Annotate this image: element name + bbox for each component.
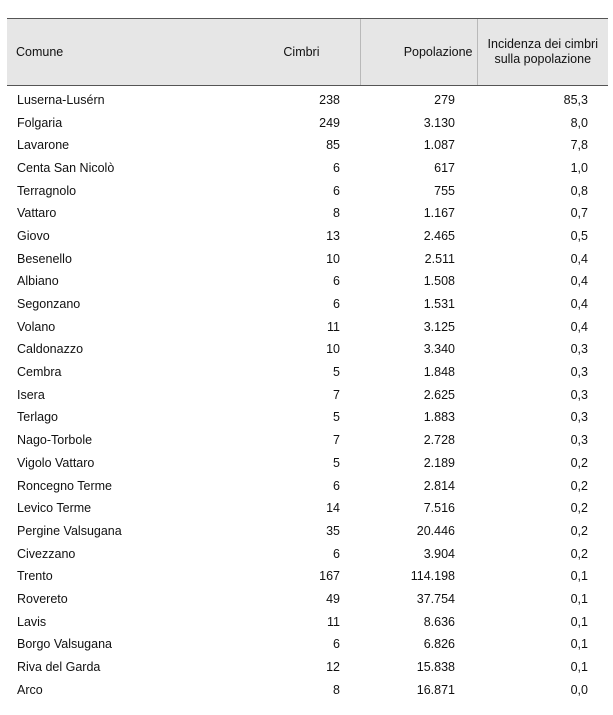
cell-popolazione: 279 <box>434 92 455 107</box>
cell-popolazione: 1.883 <box>423 410 455 425</box>
cell-incidenza: 0,8 <box>570 183 588 198</box>
cell-comune: Centa San Nicolò <box>17 160 115 175</box>
cell-cimbri: 35 <box>326 523 340 538</box>
cell-incidenza: 0,2 <box>570 478 588 493</box>
table-row <box>7 407 608 430</box>
cell-comune: Vigolo Vattaro <box>17 455 95 470</box>
cell-comune: Luserna-Lusérn <box>17 92 105 107</box>
table-row <box>7 361 608 384</box>
cell-incidenza: 0,1 <box>570 591 588 606</box>
table-row <box>7 679 608 702</box>
cell-comune: Borgo Valsugana <box>17 637 112 652</box>
cell-comune: Roncegno Terme <box>17 478 112 493</box>
cell-cimbri: 11 <box>327 614 340 629</box>
cell-cimbri: 11 <box>327 319 340 334</box>
table-row <box>7 611 608 634</box>
table-header <box>7 19 608 86</box>
cell-comune: Vattaro <box>17 206 57 221</box>
cell-popolazione: 3.125 <box>423 319 455 334</box>
table-row <box>7 497 608 520</box>
table-row <box>7 86 608 112</box>
cell-comune: Riva del Garda <box>17 660 101 675</box>
cell-comune: Segonzano <box>17 297 81 312</box>
cell-comune: Arco <box>17 682 43 697</box>
cell-comune: Trento <box>17 569 53 584</box>
cell-cimbri: 7 <box>333 433 340 448</box>
cell-cimbri: 10 <box>326 251 340 266</box>
cell-popolazione: 2.625 <box>423 387 455 402</box>
cell-popolazione: 2.814 <box>423 478 455 493</box>
cell-incidenza: 0,2 <box>570 455 588 470</box>
cell-cimbri: 13 <box>326 228 340 243</box>
cell-cimbri: 6 <box>333 183 340 198</box>
cell-cimbri: 5 <box>333 455 340 470</box>
cell-comune: Volano <box>17 319 56 334</box>
cell-incidenza: 0,4 <box>570 274 588 289</box>
cell-comune: Terragnolo <box>17 183 77 198</box>
cell-incidenza: 0,3 <box>570 342 588 357</box>
header-popolazione: Popolazione <box>360 19 477 86</box>
cell-popolazione: 2.511 <box>424 251 455 266</box>
cell-popolazione: 1.167 <box>423 206 455 221</box>
cell-cimbri: 6 <box>333 637 340 652</box>
cell-comune: Rovereto <box>17 591 68 606</box>
table-row <box>7 248 608 271</box>
cell-popolazione: 1.087 <box>423 138 455 153</box>
cell-cimbri: 6 <box>333 160 340 175</box>
cell-incidenza: 0,2 <box>570 523 588 538</box>
table-row <box>7 339 608 362</box>
cell-popolazione: 114.198 <box>410 569 455 584</box>
cell-popolazione: 1.531 <box>423 297 455 312</box>
cell-cimbri: 6 <box>333 297 340 312</box>
cell-popolazione: 16.871 <box>416 682 455 697</box>
table-row <box>7 565 608 588</box>
cell-incidenza: 0,1 <box>570 660 588 675</box>
cell-cimbri: 167 <box>319 569 340 584</box>
cell-incidenza: 0,3 <box>570 433 588 448</box>
cell-comune: Pergine Valsugana <box>17 523 122 538</box>
cell-comune: Albiano <box>17 274 59 289</box>
cimbri-table <box>7 18 608 702</box>
cell-incidenza: 0,5 <box>570 228 588 243</box>
cell-comune: Folgaria <box>17 115 63 130</box>
cell-comune: Terlago <box>17 410 58 425</box>
cell-incidenza: 0,2 <box>570 501 588 516</box>
cell-incidenza: 85,3 <box>563 92 588 107</box>
document-page <box>7 18 608 702</box>
cell-incidenza: 0,4 <box>570 319 588 334</box>
table-row <box>7 588 608 611</box>
cell-comune: Caldonazzo <box>17 342 84 357</box>
header-incidenza <box>477 19 608 86</box>
cell-popolazione: 6.826 <box>423 637 455 652</box>
cell-cimbri: 6 <box>333 478 340 493</box>
cell-popolazione: 37.754 <box>416 591 455 606</box>
header-row <box>7 19 608 86</box>
cell-incidenza: 0,4 <box>570 297 588 312</box>
cell-incidenza: 0,1 <box>570 637 588 652</box>
table-row <box>7 452 608 475</box>
cell-popolazione: 617 <box>434 160 455 175</box>
cell-cimbri: 12 <box>326 660 340 675</box>
cell-incidenza: 8,0 <box>570 115 588 130</box>
cell-cimbri: 238 <box>319 92 340 107</box>
cell-comune: Isera <box>17 387 45 402</box>
cell-comune: Giovo <box>17 228 50 243</box>
cell-cimbri: 7 <box>333 387 340 402</box>
cell-cimbri: 5 <box>333 365 340 380</box>
cell-comune: Lavis <box>17 614 47 629</box>
cell-cimbri: 5 <box>333 410 340 425</box>
cell-popolazione: 755 <box>434 183 455 198</box>
cell-popolazione: 1.508 <box>423 274 455 289</box>
cell-incidenza: 0,3 <box>570 410 588 425</box>
cell-incidenza: 0,7 <box>570 206 588 221</box>
table-row <box>7 134 608 157</box>
cell-popolazione: 3.130 <box>423 115 455 130</box>
table-row <box>7 384 608 407</box>
cell-comune: Nago-Torbole <box>17 433 93 448</box>
cell-popolazione: 20.446 <box>416 523 455 538</box>
cell-cimbri: 85 <box>326 138 340 153</box>
cell-incidenza: 0,1 <box>570 614 588 629</box>
table-row <box>7 202 608 225</box>
table-row <box>7 520 608 543</box>
cell-cimbri: 10 <box>326 342 340 357</box>
table-row <box>7 293 608 316</box>
cell-cimbri: 6 <box>333 546 340 561</box>
cell-cimbri: 249 <box>319 115 340 130</box>
table-row <box>7 316 608 339</box>
table-row <box>7 271 608 294</box>
cell-comune: Besenello <box>17 251 72 266</box>
cell-popolazione: 3.340 <box>423 342 455 357</box>
cell-cimbri: 6 <box>333 274 340 289</box>
cell-cimbri: 8 <box>333 206 340 221</box>
cell-incidenza: 0,0 <box>570 682 588 697</box>
cell-incidenza: 0,4 <box>570 251 588 266</box>
cell-cimbri: 8 <box>333 682 340 697</box>
cell-incidenza: 1,0 <box>570 160 588 175</box>
cell-incidenza: 0,3 <box>570 365 588 380</box>
cell-comune: Lavarone <box>17 138 70 153</box>
table-row <box>7 180 608 203</box>
cell-popolazione: 3.904 <box>423 546 455 561</box>
header-incidenza-line2: sulla popolazione <box>494 52 592 66</box>
cell-incidenza: 7,8 <box>570 138 588 153</box>
cell-cimbri: 14 <box>326 501 340 516</box>
cell-incidenza: 0,2 <box>570 546 588 561</box>
table-row <box>7 475 608 498</box>
cell-comune: Civezzano <box>17 546 76 561</box>
cell-comune: Levico Terme <box>17 501 92 516</box>
table-row <box>7 543 608 566</box>
table-row <box>7 225 608 248</box>
cell-incidenza: 0,1 <box>570 569 588 584</box>
table-body <box>7 86 608 702</box>
header-incidenza-line1: Incidenza dei cimbri <box>487 37 598 51</box>
header-comune: Comune <box>7 19 243 86</box>
cell-incidenza: 0,3 <box>570 387 588 402</box>
table-row <box>7 112 608 135</box>
cell-popolazione: 8.636 <box>423 614 455 629</box>
cell-comune: Cembra <box>17 365 62 380</box>
cell-popolazione: 2.189 <box>423 455 455 470</box>
table-row <box>7 157 608 180</box>
table-row <box>7 656 608 679</box>
cell-cimbri: 49 <box>326 591 340 606</box>
table-row <box>7 634 608 657</box>
header-cimbri: Cimbri <box>243 19 360 86</box>
cell-popolazione: 2.728 <box>423 433 455 448</box>
cell-popolazione: 7.516 <box>423 501 455 516</box>
table-row <box>7 429 608 452</box>
cell-popolazione: 1.848 <box>423 365 455 380</box>
cell-popolazione: 2.465 <box>423 228 455 243</box>
cell-popolazione: 15.838 <box>416 660 455 675</box>
